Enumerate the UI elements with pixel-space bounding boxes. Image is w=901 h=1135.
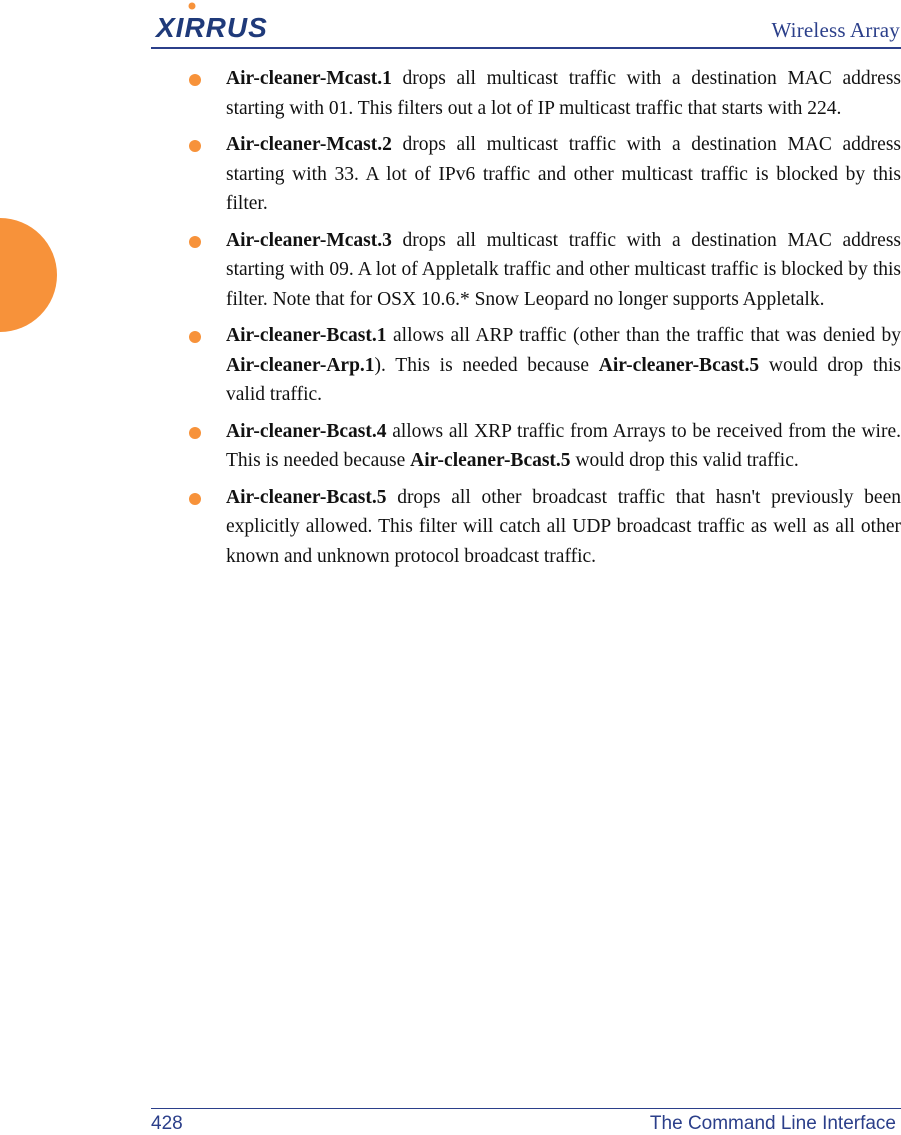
header-divider [151, 47, 901, 49]
list-item [151, 321, 901, 410]
filter-name: Air-cleaner-Mcast.1 [226, 68, 392, 89]
filter-name: Air-cleaner-Bcast.5 [226, 486, 387, 508]
bullet-icon [189, 236, 201, 248]
filter-reference: Air-cleaner-Bcast.5 [410, 450, 571, 471]
bullet-icon [189, 140, 201, 152]
logo-graphic [154, 0, 306, 44]
page-number: 428 [151, 1113, 183, 1134]
logo-wordmark: XIRRUS [156, 12, 268, 43]
header-title: Wireless Array [771, 18, 900, 42]
list-item [151, 64, 901, 123]
filter-name: Air-cleaner-Mcast.2 [226, 134, 392, 155]
list-item [151, 483, 901, 572]
filter-reference: Air-cleaner-Arp.1 [226, 354, 375, 376]
filter-description: allows all XRP traffic from Arrays to be received from the wire. This is needed because [226, 420, 901, 471]
bullet-icon [189, 427, 201, 439]
bullet-icon [189, 493, 201, 505]
list-item [151, 226, 901, 315]
footer-divider [151, 1108, 901, 1109]
filter-description: ). This is needed because [374, 354, 599, 376]
filter-description: drops all multicast traffic with a destination MAC address starting with 01. This filters out a lot of IP multicast traffic that starts with 224. [226, 68, 901, 119]
bullet-icon [189, 331, 201, 343]
filter-name: Air-cleaner-Bcast.4 [226, 420, 387, 442]
filter-bullet-list [151, 64, 901, 578]
filter-name: Air-cleaner-Bcast.1 [226, 325, 387, 346]
filter-description: drops all multicast traffic with a destination MAC address starting with 09. A lot of Appletalk traffic and other multicast traffic is blocked by this filter. Note that for OSX 10.6.* Snow Leopard no longer supports Appletalk. [226, 229, 901, 310]
bullet-icon [189, 74, 201, 86]
filter-description: allows all ARP traffic (other than the traffic that was denied by [386, 325, 901, 346]
list-item [151, 130, 901, 219]
list-item [151, 417, 901, 476]
filter-reference: Air-cleaner-Bcast.5 [598, 354, 760, 376]
filter-description: would drop this valid traffic. [570, 450, 799, 471]
side-tab-marker [0, 218, 57, 332]
logo-dot [189, 3, 196, 10]
xirrus-logo [154, 0, 306, 44]
filter-description: drops all other broadcast traffic that hasn't previously been explicitly allowed. This filter will catch all UDP broadcast traffic as well as all other known and unknown protocol broadcast traffic. [226, 486, 901, 567]
filter-description: drops all multicast traffic with a destination MAC address starting with 33. A lot of IPv6 traffic and other multicast traffic is blocked by this filter. [226, 134, 901, 214]
footer-section-title: The Command Line Interface [649, 1113, 896, 1134]
filter-description: would drop this valid traffic. [226, 354, 901, 405]
filter-name: Air-cleaner-Mcast.3 [226, 229, 392, 251]
